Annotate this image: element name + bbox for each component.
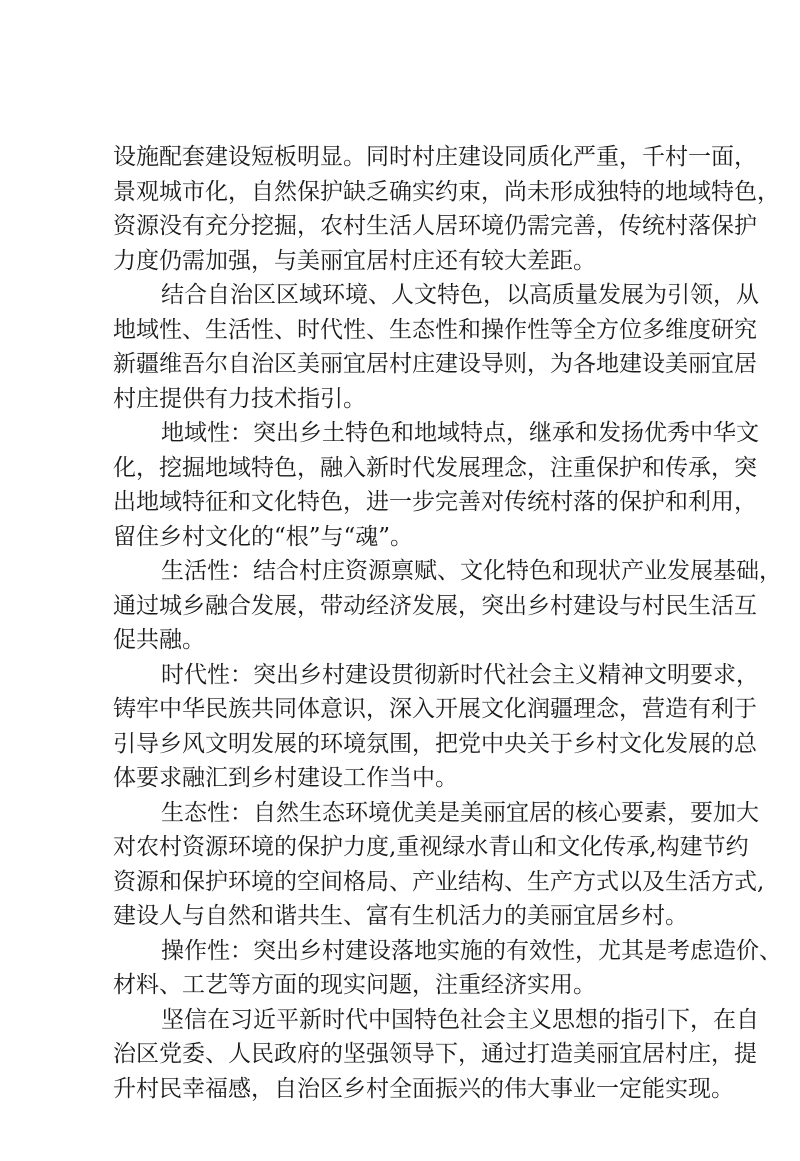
text-line: 材料、工艺等方面的现实问题，注重经济实用。 bbox=[113, 972, 596, 998]
text-line: 结合自治区区域环境、人文特色，以高质量发展为引领，从 bbox=[161, 282, 759, 308]
text-line: 化，挖掘地域特色，融入新时代发展理念，注重保护和传承，突 bbox=[113, 454, 757, 481]
paragraph bbox=[113, 934, 782, 1003]
text-line: 通过城乡融合发展，带动经济发展，突出乡村建设与村民生活互 bbox=[113, 592, 757, 619]
document-body bbox=[113, 140, 782, 1106]
paragraph bbox=[113, 554, 782, 658]
text-line: 促共融。 bbox=[113, 627, 205, 653]
text-line: 对农村资源环境的保护力度,重视绿水青山和文化传承,构建节约 bbox=[113, 834, 749, 860]
text-line: 建设人与自然和谐共生、富有生机活力的美丽宜居乡村。 bbox=[113, 903, 688, 929]
paragraph bbox=[113, 1003, 759, 1107]
text-line: 坚信在习近平新时代中国特色社会主义思想的指引下，在自 bbox=[161, 1006, 759, 1033]
text-line: 升村民幸福感，自治区乡村全面振兴的伟大事业一定能实现。 bbox=[113, 1075, 734, 1102]
text-line: 设施配套建设短板明显。同时村庄建设同质化严重，千村一面， bbox=[113, 144, 757, 170]
text-line: 引导乡风文明发展的环境氛围，把党中央关于乡村文化发展的总 bbox=[113, 730, 757, 757]
text-line: 操作性：突出乡村建设落地实施的有效性，尤其是考虑造价、 bbox=[161, 937, 782, 964]
paragraph bbox=[113, 658, 759, 796]
paragraph bbox=[113, 796, 765, 934]
text-line: 时代性：突出乡村建设贯彻新时代社会主义精神文明要求， bbox=[161, 661, 759, 688]
text-line: 村庄提供有力技术指引。 bbox=[113, 385, 366, 412]
text-line: 生态性：自然生态环境优美是美丽宜居的核心要素，要加大 bbox=[161, 799, 759, 826]
text-line: 力度仍需加强，与美丽宜居村庄还有较大差距。 bbox=[113, 247, 596, 274]
text-line: 资源没有充分挖掘，农村生活人居环境仍需完善，传统村落保护 bbox=[113, 213, 757, 239]
text-line: 地域性、生活性、时代性、生态性和操作性等全方位多维度研究 bbox=[113, 316, 757, 343]
text-line: 留住乡村文化的“根”与“魂”。 bbox=[113, 523, 414, 550]
text-line: 出地域特征和文化特色，进一步完善对传统村落的保护和利用， bbox=[113, 489, 757, 515]
paragraph bbox=[113, 140, 780, 278]
text-line: 新疆维吾尔自治区美丽宜居村庄建设导则，为各地建设美丽宜居 bbox=[113, 351, 757, 377]
text-line: 治区党委、人民政府的坚强领导下，通过打造美丽宜居村庄，提 bbox=[113, 1041, 757, 1067]
text-line: 生活性：结合村庄资源禀赋、文化特色和现状产业发展基础， bbox=[161, 558, 782, 584]
paragraph bbox=[113, 278, 759, 416]
paragraph bbox=[113, 416, 759, 554]
text-line: 体要求融汇到乡村建设工作当中。 bbox=[113, 765, 458, 791]
text-line: 景观城市化，自然保护缺乏确实约束，尚未形成独特的地域特色， bbox=[113, 178, 780, 205]
text-line: 资源和保护环境的空间格局、产业结构、生产方式以及生活方式, bbox=[113, 868, 765, 895]
text-line: 铸牢中华民族共同体意识，深入开展文化润疆理念，营造有利于 bbox=[113, 696, 757, 722]
text-line: 地域性：突出乡土特色和地域特点，继承和发扬优秀中华文 bbox=[161, 420, 759, 446]
